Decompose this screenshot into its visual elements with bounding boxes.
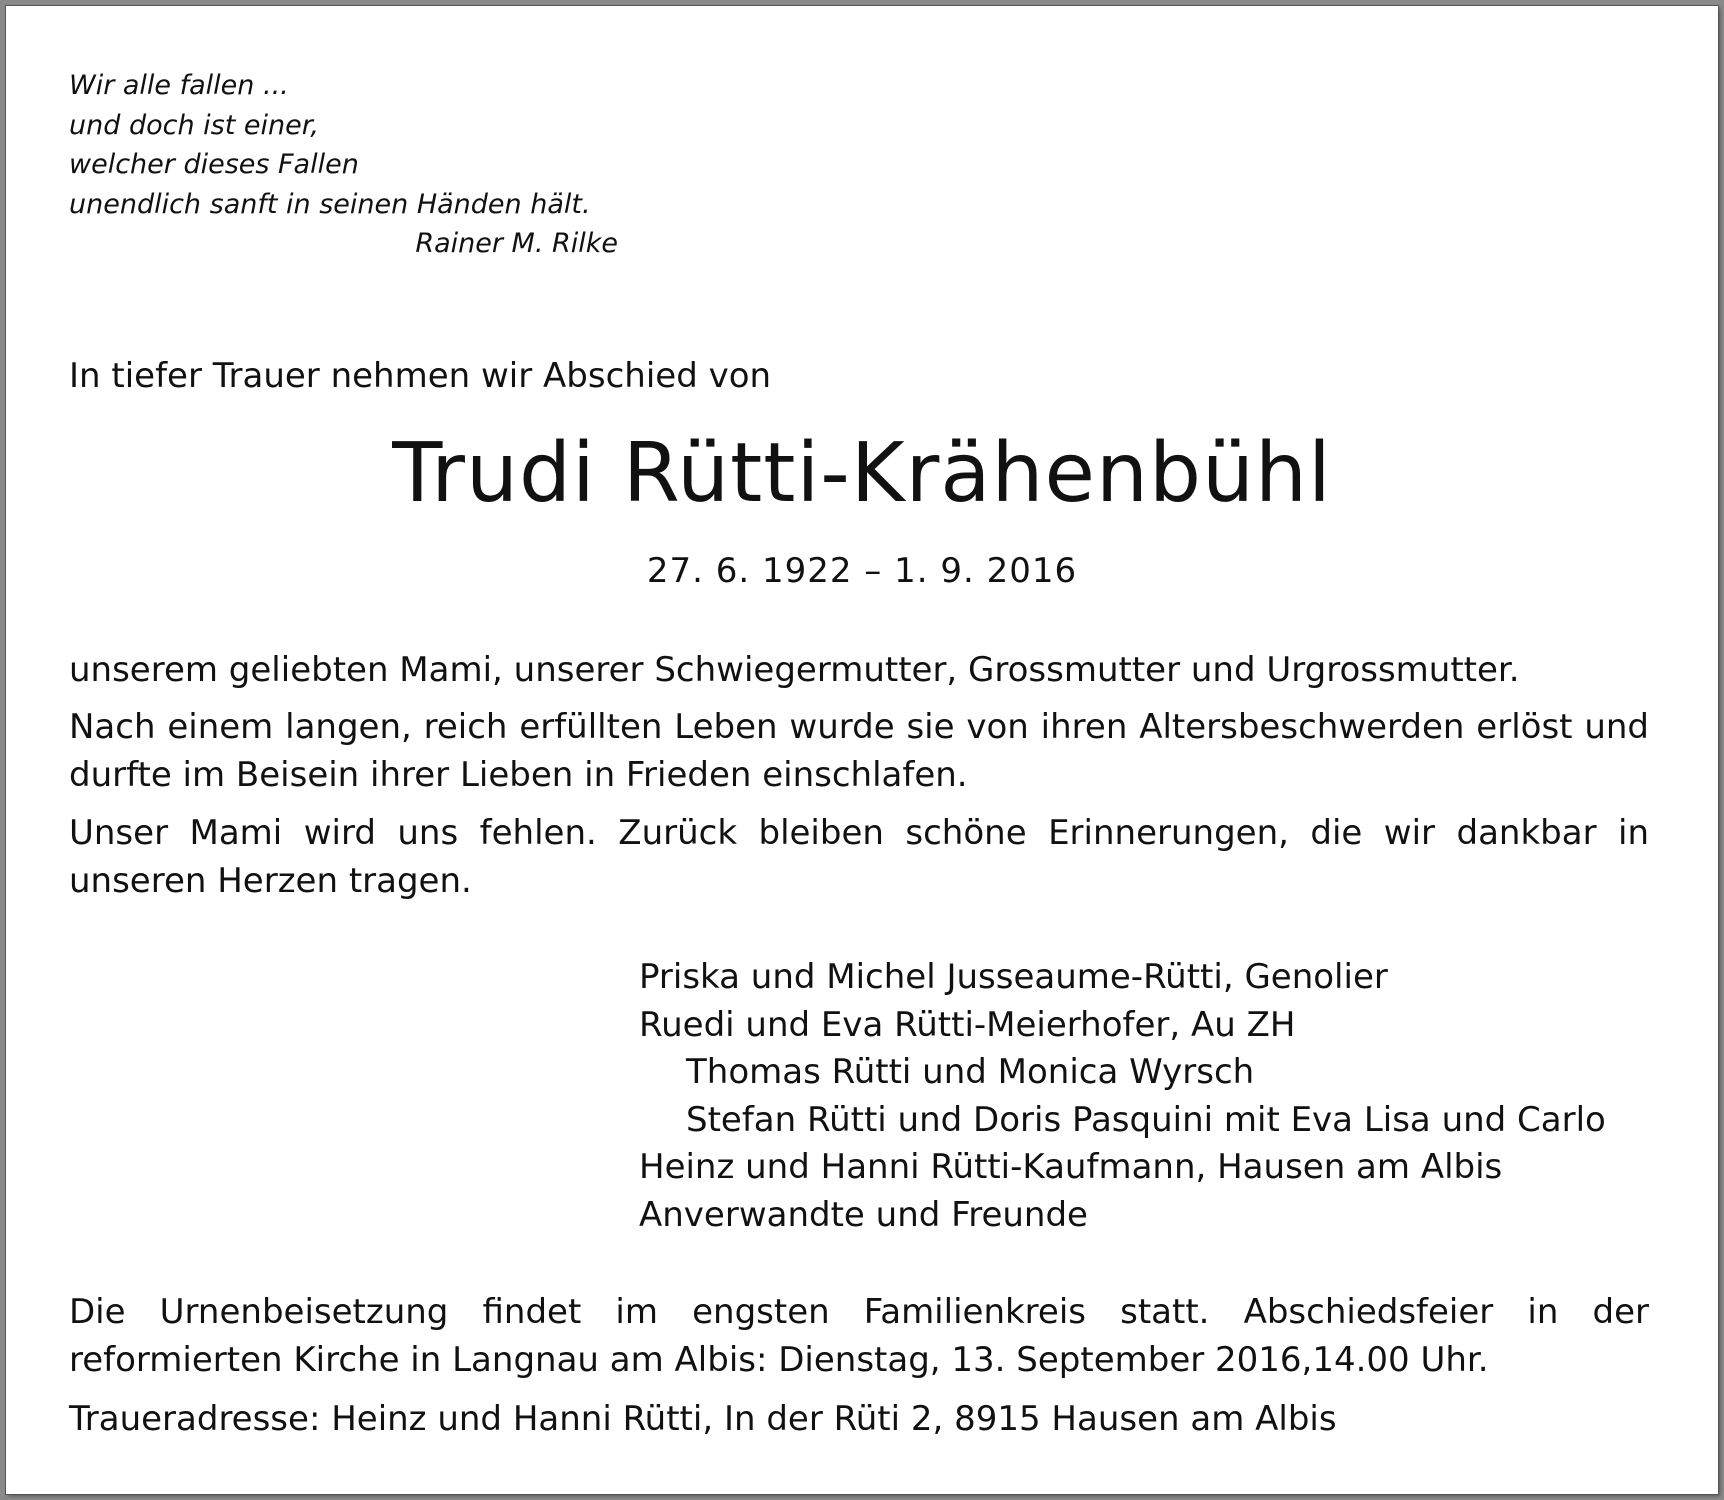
obituary-notice [6, 6, 1718, 1494]
funeral-notice: Die Urnenbeisetzung findet im engsten Familienkreis statt. Abschiedsfeier in der reformierten Kirche in Langnau am Albis: Dienstag, 13. September 2016,14.00 Uhr. [69, 1292, 1649, 1380]
paragraph-passing: Nach einem langen, reich erfüllten Leben wurde sie von ihren Altersbeschwerden erlöst und durfte im Beisein ihrer Lieben in Frieden einschlafen. [69, 707, 1649, 795]
mourners-list [639, 954, 1606, 1239]
mourner-entry: Anverwandte und Freunde [639, 1194, 1088, 1235]
mourner-entry: Ruedi und Eva Rütti-Meierhofer, Au ZH [639, 1004, 1296, 1045]
poem-author: Rainer M. Rilke [415, 228, 618, 259]
poem-line: unendlich sanft in seinen Händen hält. [69, 188, 591, 220]
poem-line: Wir alle fallen ... [69, 70, 289, 101]
mourner-entry: Heinz und Hanni Rütti-Kaufmann, Hausen am Albis [639, 1147, 1503, 1187]
mourning-address: Traueradresse: Heinz und Hanni Rütti, In der Rüti 2, 8915 Hausen am Albis [69, 1399, 1337, 1439]
mourner-entry: Thomas Rütti und Monica Wyrsch [686, 1052, 1255, 1092]
paragraph-memories: Unser Mami wird uns fehlen. Zurück bleiben schöne Erinnerungen, die wir dankbar in unseren Herzen tragen. [69, 813, 1649, 901]
mourner-entry: Priska und Michel Jusseaume-Rütti, Genolier [639, 957, 1388, 997]
life-dates: 27. 6. 1922 – 1. 9. 2016 [646, 551, 1078, 591]
poem-line: und doch ist einer, [69, 109, 319, 141]
poem-quote [69, 66, 618, 264]
mourner-entry: Stefan Rütti und Doris Pasquini mit Eva Lisa und Carlo [686, 1099, 1606, 1140]
deceased-name: Trudi Rütti-Krähenbühl [392, 426, 1332, 521]
poem-line: welcher dieses Fallen [69, 149, 359, 180]
intro-text: In tiefer Trauer nehmen wir Abschied von [69, 356, 772, 396]
paragraph-relation: unserem geliebten Mami, unserer Schwiegermutter, Grossmutter und Urgrossmutter. [69, 650, 1520, 690]
